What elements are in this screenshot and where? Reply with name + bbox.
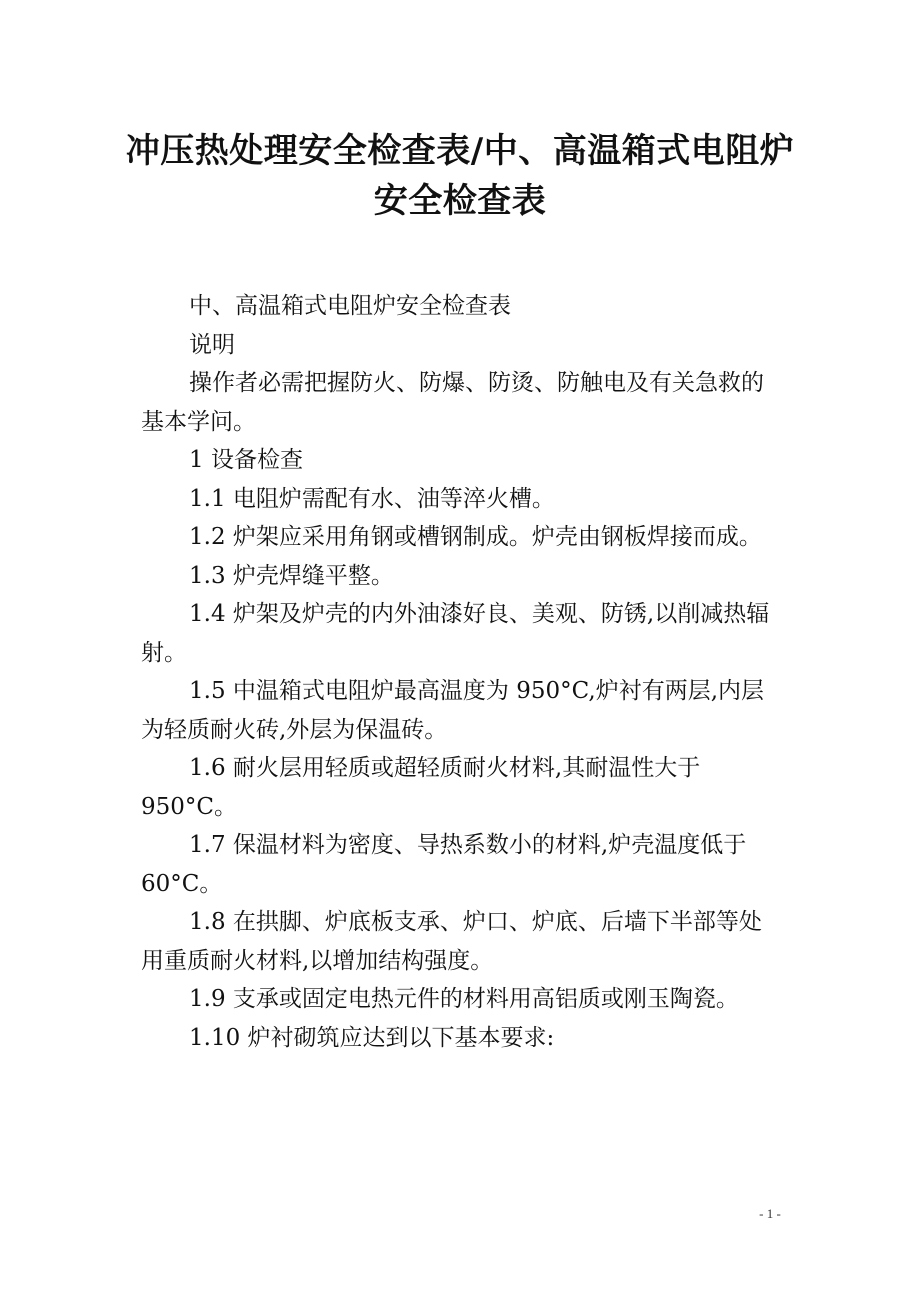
section-heading-equipment-check: 1 设备检查 — [189, 447, 303, 473]
document-title: 冲压热处理安全检查表/中、高温箱式电阻炉 安全检查表 — [125, 131, 795, 221]
paragraph-1-4: 1.4 炉架及炉壳的内外油漆好良、美观、防锈,以削减热辐射。 — [141, 601, 770, 666]
paragraph-1-6: 1.6 耐火层用轻质或超轻质耐火材料,其耐温性大于950°C。 — [141, 755, 701, 820]
paragraph-1-3: 1.3 炉壳焊缝平整。 — [189, 562, 394, 589]
page-number: - 1 - — [759, 1206, 781, 1221]
paragraph-1-10: 1.10 炉衬砌筑应达到以下基本要求: — [189, 1024, 555, 1051]
paragraph-1-9: 1.9 支承或固定电热元件的材料用高铝质或刚玉陶瓷。 — [189, 986, 739, 1012]
paragraph-1-2: 1.2 炉架应采用角钢或槽钢制成。炉壳由钢板焊接而成。 — [189, 524, 762, 550]
paragraph-1-7: 1.7 保温材料为密度、导热系数小的材料,炉壳温度低于60°C。 — [141, 832, 747, 897]
paragraph-1-1: 1.1 电阻炉需配有水、油等淬火槽。 — [189, 485, 555, 512]
paragraph-note-text: 操作者必需把握防火、防爆、防烫、防触电及有关急救的基本学问。 — [141, 370, 764, 435]
document-body — [141, 287, 781, 1057]
paragraph-1-5: 1.5 中温箱式电阻炉最高温度为 950°C,炉衬有两层,内层为轻质耐火砖,外层为保温砖。 — [141, 678, 764, 743]
paragraph-1-8: 1.8 在拱脚、炉底板支承、炉口、炉底、后墙下半部等处用重质耐火材料,以增加结构强度。 — [141, 909, 762, 974]
paragraph-note-heading: 说明 — [189, 331, 235, 358]
paragraph-subtitle: 中、高温箱式电阻炉安全检查表 — [189, 293, 511, 319]
